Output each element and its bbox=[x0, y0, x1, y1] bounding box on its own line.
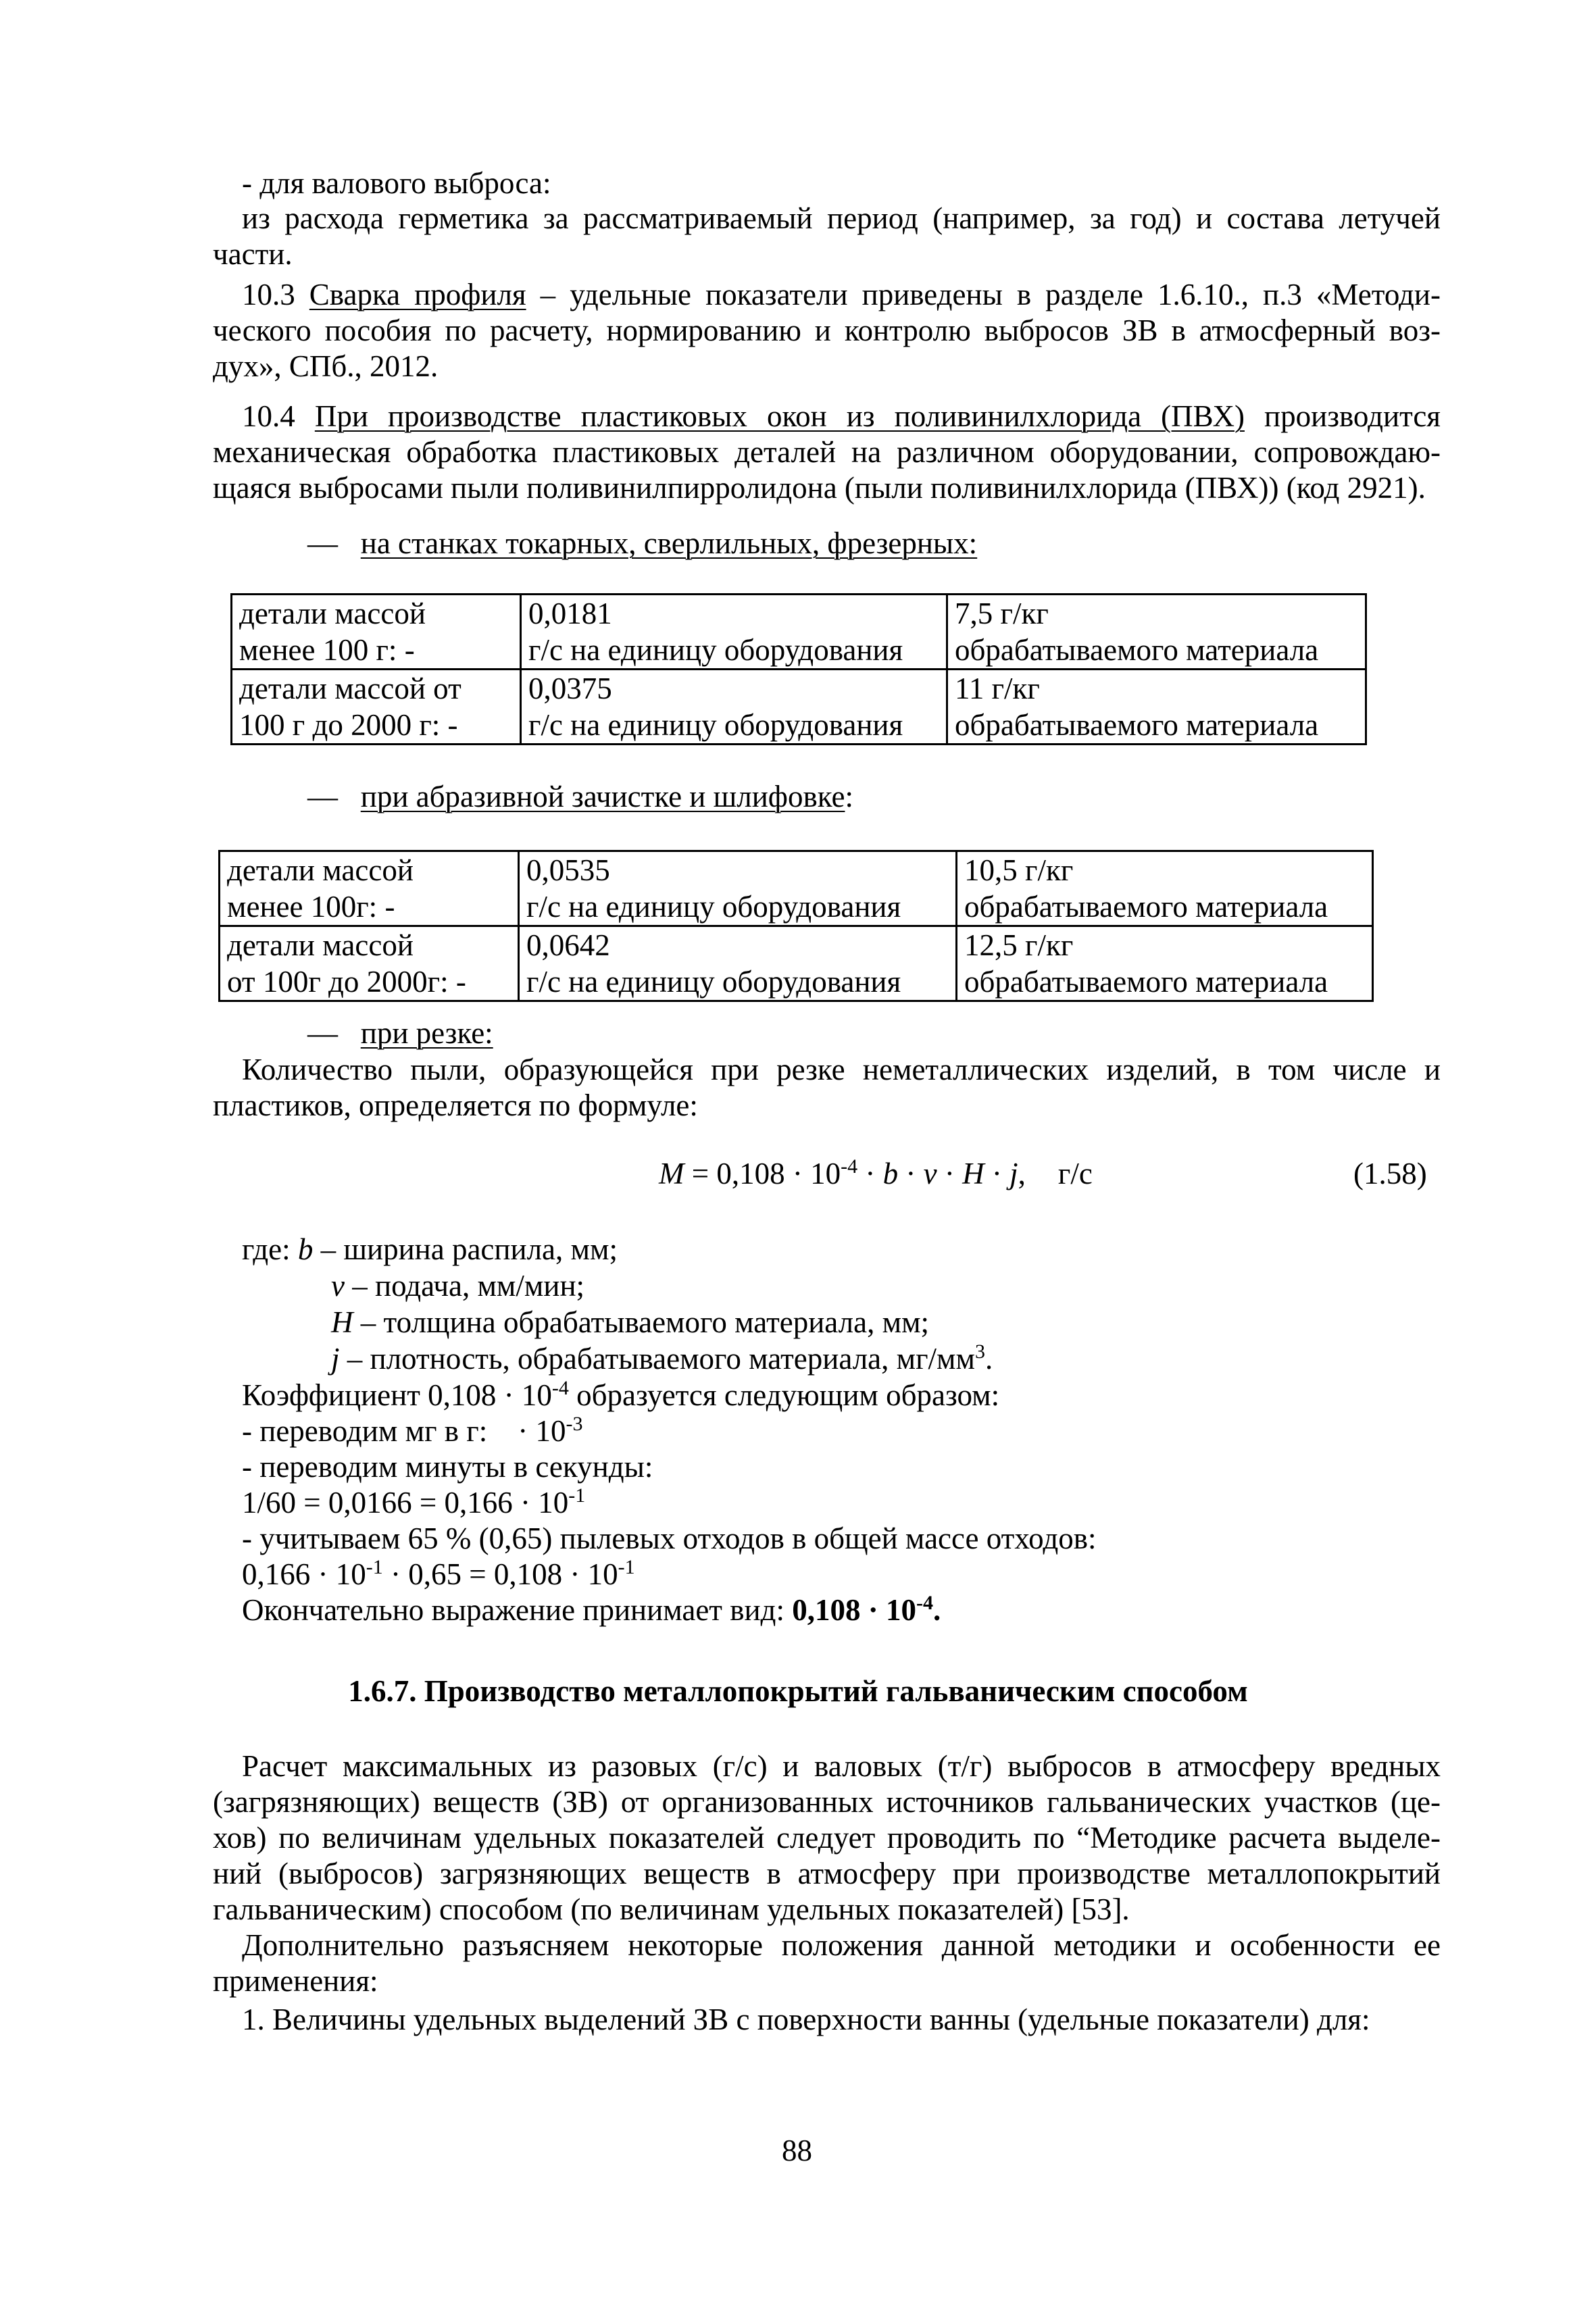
coef-line-4: $1/60 = 0,0166 = 0,166 \cdot 10^{-1}$ bbox=[242, 1484, 586, 1519]
section-heading: 1.6.7. Производство металлопокрытий гальваническим способом bbox=[348, 1674, 1248, 1708]
coef-line-7: Окончательно выражение принимает вид: $0,108 \cdot 10^{-4}$. bbox=[242, 1592, 941, 1627]
galv-line-6: Дополнительно разъясняем некоторые положения данной методики и особенности ее bbox=[242, 1928, 1441, 1962]
formula-b: b bbox=[882, 1157, 899, 1190]
where-b: где: b – ширина распила, мм; bbox=[242, 1232, 618, 1266]
coef-line-5: - учитываем 65 % (0,65) пылевых отходов в общей массе отходов: bbox=[242, 1521, 1097, 1555]
coef-line-1: Коэффициент $0,108 \cdot 10^{-4}$ образуется следующим образом: bbox=[242, 1377, 1000, 1412]
galv-line-3: хов) по величинам удельных показателей следует проводить по “Методике расчета выделе- bbox=[213, 1821, 1441, 1855]
formula-lhs: M bbox=[659, 1157, 684, 1190]
p10-3-title: Сварка профиля bbox=[309, 278, 526, 311]
table-row bbox=[232, 670, 1366, 745]
coef-block bbox=[242, 1378, 1096, 1628]
section2-colon: : bbox=[845, 780, 853, 813]
section3-heading bbox=[307, 1015, 493, 1051]
p10-3-line-2: ческого пособия по расчету, нормированию и контролю выбросов ЗВ в атмосферный воз- bbox=[213, 313, 1441, 347]
table-cell: детали массой менее 100г: - bbox=[220, 851, 519, 926]
p10-3-line-3: дух», СПб., 2012. bbox=[213, 349, 439, 383]
coef-line-6: $0,166 \cdot 10^{-1} \cdot 0,65 = 0,108 \cdot 10^{-1}$ bbox=[242, 1556, 635, 1591]
where-v: v – подача, мм/мин; bbox=[331, 1269, 585, 1303]
section2-dash: — bbox=[307, 780, 338, 813]
table-cell: 11 г/кг обрабатываемого материала bbox=[947, 670, 1366, 745]
p10-3-line-1 bbox=[213, 277, 1441, 313]
section1-heading bbox=[307, 526, 977, 561]
table-cell: 0,0535 г/с на единицу оборудования bbox=[519, 851, 957, 926]
intro-text bbox=[213, 201, 1441, 272]
table-cell: 7,5 г/кг обрабатываемого материала bbox=[947, 595, 1366, 670]
intro-item: - для валового выброса: bbox=[242, 166, 551, 200]
galv-item-1: 1. Величины удельных выделений ЗВ с поверхности ванны (удельные показатели) для: bbox=[242, 2003, 1370, 2036]
formula-unit: г/с bbox=[1057, 1157, 1093, 1190]
p10-4-text-1: производится bbox=[1244, 399, 1441, 433]
section2-heading bbox=[307, 779, 853, 815]
paragraph-10-4 bbox=[213, 399, 1441, 506]
table-cell: 0,0181 г/с на единицу оборудования bbox=[521, 595, 947, 670]
galvanic-paragraph bbox=[213, 1749, 1441, 1999]
galv-line-7: применения: bbox=[213, 1964, 378, 1998]
table-row bbox=[232, 595, 1366, 670]
p10-3-number: 10.3 bbox=[242, 278, 309, 311]
formula-v: v bbox=[923, 1157, 937, 1190]
section3-line-2: пластиков, определяется по формуле: bbox=[213, 1088, 698, 1122]
coef-line-3: - переводим минуты в секунды: bbox=[242, 1450, 653, 1484]
table-cell: детали массой от 100г до 2000г: - bbox=[220, 926, 519, 1001]
formula: $M = 0,108 \cdot 10^{-4} \cdot b \cdot v \cdot H \cdot j$, г/с bbox=[659, 1155, 1093, 1190]
paragraph-10-3 bbox=[213, 277, 1441, 384]
where-j: j – плотность, обрабатываемого материала, $мг/мм^3$. bbox=[331, 1340, 993, 1376]
formula-H: H bbox=[962, 1157, 984, 1190]
p10-3-text-1: – удельные показатели приведены в разделе 1.6.10., п.3 «Методи- bbox=[526, 278, 1441, 311]
section3-label: при резке: bbox=[360, 1016, 493, 1050]
page-number: 88 bbox=[782, 2134, 812, 2167]
formula-exp: -4 bbox=[841, 1155, 858, 1178]
table-cell: 12,5 г/кг обрабатываемого материала bbox=[957, 926, 1373, 1001]
p10-4-number: 10.4 bbox=[242, 399, 315, 433]
intro-line-1: из расхода герметика за рассматриваемый период (например, за год) и состава летучей bbox=[242, 201, 1441, 235]
table-milling bbox=[230, 593, 1367, 745]
table-cell: 10,5 г/кг обрабатываемого материала bbox=[957, 851, 1373, 926]
section1-dash: — bbox=[307, 526, 338, 560]
intro-line-2: части. bbox=[213, 237, 293, 271]
table-row bbox=[220, 851, 1373, 926]
galv-line-2: (загрязняющих) веществ (ЗВ) от организованных источников гальванических участков (це- bbox=[213, 1785, 1441, 1819]
table-cell: детали массой от 100 г до 2000 г: - bbox=[232, 670, 521, 745]
p10-4-line-1 bbox=[213, 399, 1441, 434]
p10-4-line-2: механическая обработка пластиковых деталей на различном оборудовании, сопровождаю- bbox=[213, 435, 1441, 469]
section3-line-1: Количество пыли, образующейся при резке неметаллических изделий, в том числе и bbox=[242, 1053, 1441, 1086]
table-cell: 0,0642 г/с на единицу оборудования bbox=[519, 926, 957, 1001]
p10-4-title: При производстве пластиковых окон из поливинилхлорида (ПВХ) bbox=[314, 399, 1245, 433]
p10-4-line-3: щаяся выбросами пыли поливинилпирролидона (пыли поливинилхлорида (ПВХ)) (код 2921). bbox=[213, 471, 1426, 505]
where-H: H – толщина обрабатываемого материала, мм; bbox=[331, 1305, 930, 1339]
table-abrasive bbox=[218, 850, 1374, 1002]
galv-line-1: Расчет максимальных из разовых (г/с) и валовых (т/г) выбросов в атмосферу вредных bbox=[242, 1749, 1441, 1783]
table-cell: детали массой менее 100 г: - bbox=[232, 595, 521, 670]
section2-label: при абразивной зачистке и шлифовке bbox=[360, 780, 845, 813]
section3-text bbox=[213, 1052, 1441, 1124]
galv-line-5: гальваническим) способом (по величинам удельных показателей) [53]. bbox=[213, 1892, 1130, 1926]
formula-j: j bbox=[1009, 1157, 1018, 1190]
formula-number: (1.58) bbox=[1353, 1157, 1427, 1190]
section1-label: на станках токарных, сверлильных, фрезерных: bbox=[360, 526, 978, 560]
section3-dash: — bbox=[307, 1016, 338, 1050]
coef-line-2: - переводим мг в г: · $10^{-3}$ bbox=[242, 1413, 583, 1448]
table-row bbox=[220, 926, 1373, 1001]
formula-eq: = 0,108 · 10 bbox=[684, 1157, 841, 1190]
table-cell: 0,0375 г/с на единицу оборудования bbox=[521, 670, 947, 745]
galv-line-4: ний (выбросов) загрязняющих веществ в атмосферу при производстве металлопокрытий bbox=[213, 1857, 1441, 1890]
